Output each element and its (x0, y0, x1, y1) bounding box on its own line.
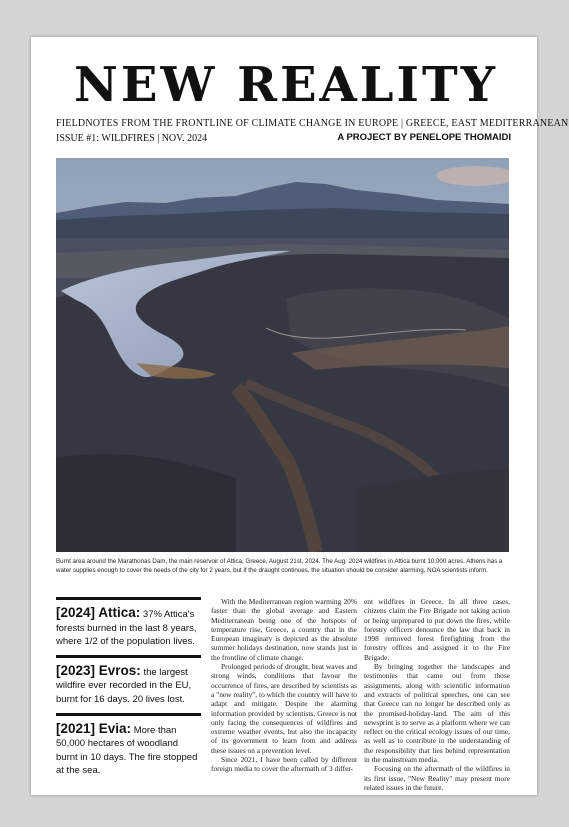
fact-heading: [2021] Evia: (56, 720, 132, 736)
article-paragraph: Prolonged periods of drought, heat waves and strong winds, conditions that favour the occurrence of fires, are described by scientists as a "new reality", to which the country will have to adapt and mitigate. Despite the alarming information provided by scientists, Greece is not only facing the consequences of wildfires and extreme weather events, but also the incapacity of its government to learn from and address these issues on a prevention level. (211, 662, 357, 755)
fact-evros (56, 655, 201, 707)
landscape-illustration (56, 158, 509, 552)
fact-text: More than 50,000 hectares of woodland burnt in 10 days. The fire stopped at the sea. (56, 724, 198, 777)
masthead-title: NEW REALITY (74, 57, 498, 113)
fact-evia (56, 713, 201, 778)
fact-attica (56, 597, 201, 649)
fact-text: the largest wildfire ever recorded in the EU, burnt for 16 days. 20 lives lost. (56, 666, 192, 705)
article-paragraph: ent wildfires in Greece. In all three cases, citizens claim the Fire Brigade not taking action or being unprepared to put down the fires, while forestry officers denounce the law that back in 1998 removed forest firefighting from the forestry offices and assigned it to the Fire Brigade. (364, 597, 510, 662)
fact-heading: [2023] Evros: (56, 662, 141, 678)
article-paragraph: With the Mediterranean region warming 20% faster than the global average and Eastern Mediterranean being one of the hotspots of temperature rise, Greece, a country that in the European imaginary is depicted as the absolute summer holidays destination, now stands just in the frontline of climate change. (211, 597, 357, 662)
aerial-landscape-photo (56, 158, 509, 552)
newsprint-page (31, 37, 569, 795)
article-paragraph: Focusing on the aftermath of the wildfires in its first issue, "New Reality" may present more related issues in the future. (364, 764, 510, 792)
article-column-2 (364, 597, 510, 792)
article-paragraph: Since 2021, I have been called by different foreign media to cover the aftermath of 3 differ- (211, 755, 357, 774)
fact-text: 37% Attica's forests burned in the last 8 years, where 1/2 of the population lives. (56, 609, 197, 648)
byline: A PROJECT BY PENELOPE THOMAIDI (337, 132, 511, 143)
article-paragraph: By bringing together the landscapes and testimonies that came out from those assignments, along with scientific information and extracts of political speeches, one can see that Greece can no longer be described only as the promised-holiday-land. The aim of this newsprint is to serve as a platform where we can reflect on the critical ecology issues of our time, as well as to contribute in the understanding of the responsibility that lies behind representation in the mainstream media. (364, 662, 510, 765)
fact-heading: [2024] Attica: (56, 605, 141, 620)
photo-caption: Burnt area around the Marathonas Dam, the main reservoir of Attica, Greece, August 21st, 2024. The Aug. 2024 wildfires in Attica burnt 10,000 acres. Athens has a water supplies enough to cover the needs of the city for 2 years, but if the draught continues, the situation should be consider alarming, NOA scientists inform. (56, 558, 503, 574)
facts-sidebar (56, 597, 201, 784)
article-column-1 (211, 597, 357, 774)
issue-line: ISSUE #1: WILDFIRES | NOV. 2024 (56, 133, 208, 144)
masthead-tagline: FIELDNOTES FROM THE FRONTLINE OF CLIMATE CHANGE IN EUROPE | GREECE, EAST MEDITERRANEAN (56, 118, 569, 129)
